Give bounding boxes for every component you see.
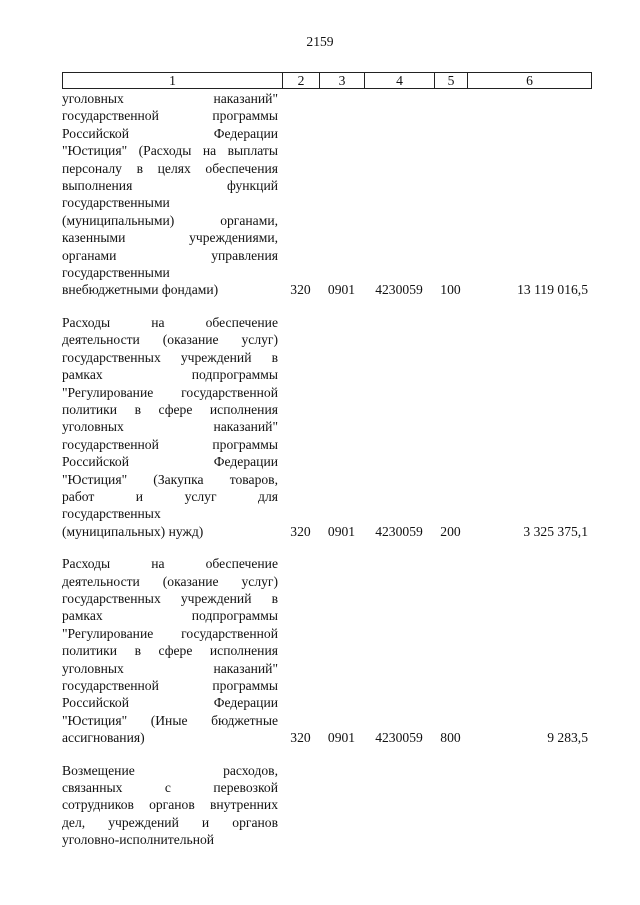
description-line: связанных с перевозкой	[62, 780, 278, 796]
description-line: внебюджетными фондами)	[62, 282, 219, 298]
description-line: Российской Федерации	[62, 125, 278, 141]
description-line: (муниципальными) органами,	[62, 212, 278, 228]
description-line: уголовных наказаний"	[62, 419, 278, 435]
description-line: рамках подпрограммы	[62, 367, 278, 383]
description-line: государственных учреждений в	[62, 349, 278, 365]
description-line: деятельности (оказание услуг)	[62, 332, 278, 348]
description-line: сотрудников органов внутренних	[62, 797, 278, 813]
header-col-5: 5	[435, 73, 468, 88]
description-line: уголовных наказаний"	[62, 660, 278, 676]
header-col-1: 1	[63, 73, 283, 88]
cell-col4: 4230059	[375, 730, 423, 746]
row-description	[62, 314, 278, 540]
description-line: (муниципальных) нужд)	[62, 523, 204, 539]
header-col-3: 3	[320, 73, 365, 88]
row-description	[62, 555, 278, 746]
cell-col6: 13 119 016,5	[517, 282, 588, 298]
description-line: рамках подпрограммы	[62, 608, 278, 624]
description-line: уголовно-исполнительной	[62, 832, 215, 848]
header-col-4: 4	[365, 73, 435, 88]
description-line: государственных	[62, 506, 161, 522]
table-row	[62, 314, 592, 540]
description-line: ассигнования)	[62, 730, 145, 746]
cell-col2: 320	[290, 730, 311, 746]
row-description	[62, 90, 278, 299]
description-line: Возмещение расходов,	[62, 762, 278, 778]
description-line: "Юстиция" (Иные бюджетные	[62, 712, 278, 728]
description-line: "Юстиция" (Расходы на выплаты	[62, 143, 278, 159]
cell-col2: 320	[290, 523, 311, 539]
description-line: политики в сфере исполнения	[62, 401, 278, 417]
description-line: "Регулирование государственной	[62, 625, 278, 641]
cell-col6: 9 283,5	[547, 730, 588, 746]
description-line: государственными	[62, 195, 170, 211]
description-line: государственными	[62, 265, 170, 281]
description-line: уголовных наказаний"	[62, 91, 278, 106]
cell-col6: 3 325 375,1	[523, 523, 588, 539]
cell-col5: 800	[440, 730, 461, 746]
row-description	[62, 762, 278, 849]
cell-col5: 200	[440, 523, 461, 539]
description-line: Российской Федерации	[62, 454, 278, 470]
table-row	[62, 555, 592, 746]
cell-col5: 100	[440, 282, 461, 298]
description-line: работ и услуг для	[62, 488, 278, 504]
description-line: политики в сфере исполнения	[62, 643, 278, 659]
description-line: "Юстиция" (Закупка товаров,	[62, 471, 278, 487]
description-line: государственной программы	[62, 436, 278, 452]
description-line: государственной программы	[62, 678, 278, 693]
cell-col3: 0901	[327, 282, 356, 298]
description-line: казенными учреждениями,	[62, 230, 278, 246]
page-number: 2159	[306, 34, 334, 49]
description-line: государственной программы	[62, 108, 278, 124]
table-body	[62, 90, 592, 849]
table-header-row	[62, 72, 592, 89]
table-row	[62, 90, 592, 299]
description-line: "Регулирование государственной	[62, 384, 278, 400]
cell-col2: 320	[290, 282, 311, 298]
table-row	[62, 762, 592, 849]
description-line: персоналу в целях обеспечения	[62, 160, 278, 176]
description-line: деятельности (оказание услуг)	[62, 573, 278, 589]
header-col-2: 2	[283, 73, 320, 88]
description-line: выполнения функций	[62, 178, 278, 194]
cell-col3: 0901	[327, 730, 356, 746]
description-line: Расходы на обеспечение	[62, 556, 278, 572]
header-col-6: 6	[526, 73, 533, 88]
description-line: Расходы на обеспечение	[62, 314, 278, 330]
description-line: государственных учреждений в	[62, 590, 278, 606]
cell-col4: 4230059	[375, 282, 423, 298]
description-line: органами управления	[62, 247, 278, 263]
cell-col4: 4230059	[375, 523, 423, 539]
cell-col3: 0901	[327, 523, 356, 539]
description-line: Российской Федерации	[62, 695, 278, 711]
description-line: дел, учреждений и органов	[62, 814, 278, 830]
